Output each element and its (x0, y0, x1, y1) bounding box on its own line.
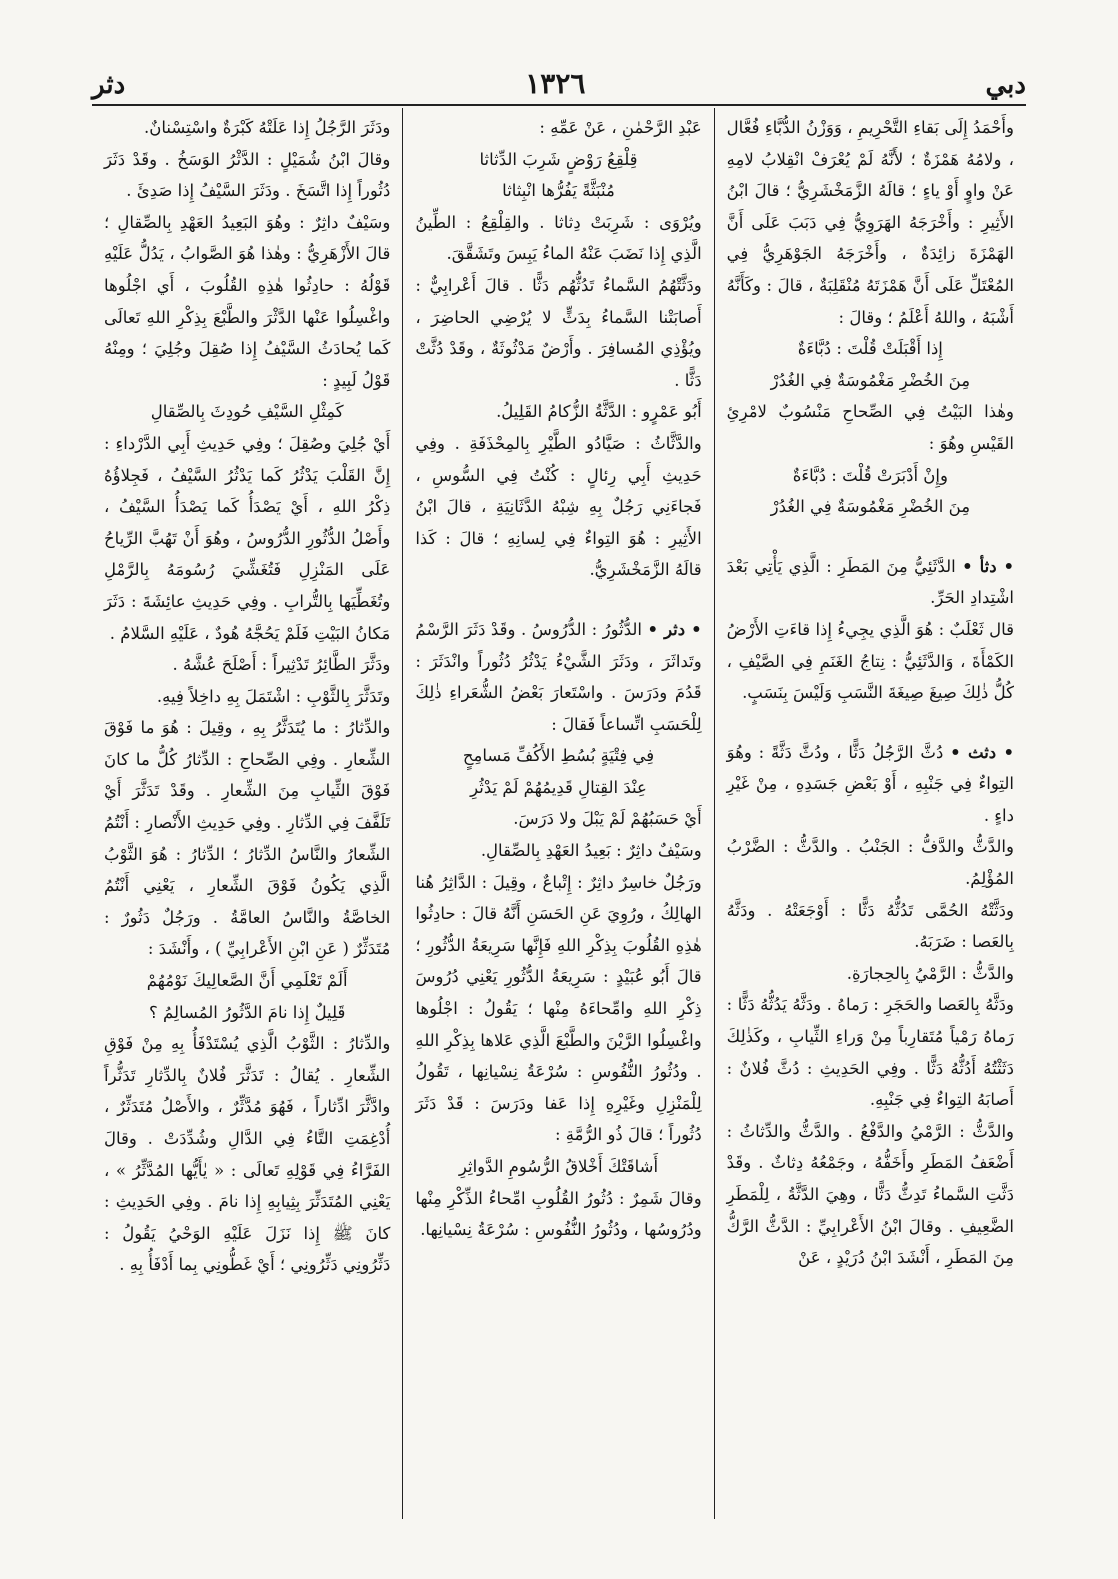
page-header (92, 58, 1026, 106)
verse-line: إِذا أَقْبَلَتْ قُلْتَ : دُبَّاءَةٌ (797, 339, 943, 359)
verse-line: مِنَ الخُضْرِ مَغْمُوسَةٌ فِي الغُدُرْ (770, 497, 971, 517)
text-paragraph: وقالَ شَمِرٌ : دُثُورُ القُلُوبِ امِّحاءُ الذِّكْرِ مِنْها ودُرُوسُها ، ودُثُورُ النُّفُوسِ : سُرْعَةُ نِسْيانِها. (415, 1188, 702, 1240)
text-paragraph: قال ثَعْلَبٌ : هُوَ الَّذِي يجِيءُ إِذا قاءَتِ الأَرْضُ الكَمْأَةَ ، وَالدَّثَئِيُّ : نِتاجُ الغَنَمِ فِي الصَّيْفِ ، كُلُّ ذٰلِكَ صِيغَ صِيغَةَ النَّسَبِ وَلَيْسَ بِنَسَبٍ. (726, 619, 1014, 703)
text-paragraph: والدَّثُّ والدَّفُّ : الجَنْبُ . والدَّثُّ : الضَّرْبُ المُؤْلِمُ. (726, 837, 1014, 889)
verse-line: أَلَمْ تَعْلَمِي أَنَّ الصَّعالِيكَ نَوْمُهُمْ (146, 971, 348, 991)
column-left (92, 108, 403, 1519)
text-paragraph: والدَّثُّ : الرَّمْيُ بِالحِجارَةِ. (846, 963, 1014, 983)
verse-line: فِي فِتْيَةٍ بُسُطِ الأَكُفِّ مَسامِحٍ (462, 746, 655, 766)
text-paragraph: وسَيْفٌ داثِرٌ : وهُوَ البَعِيدُ العَهْدِ بِالصِّقالِ ؛ قالَ الأَزْهَرِيُّ : وهٰذا هُوَ الصَّوابُ ، يَدُلُّ عَلَيْهِ قَوْلُهُ : حادِثُوا هٰذِهِ القُلُوبَ ، أَي اجْلُوها واغْسِلُوا عَنْها الدَّثْرَ والطَّبْعَ بِذِكْرِ اللهِ تَعالَى كَما يُحادَثُ السَّيْفُ إِذا صُقِلَ وجُلِيَ ؛ ومِنْهُ قَوْلُ لَبِيدٍ : (104, 212, 391, 390)
entry-paragraph (727, 737, 1014, 832)
page-number: ١٣٢٦ (525, 67, 586, 100)
column-middle (403, 108, 714, 1519)
text-paragraph: وتَدَثَّرَ بِالثَّوْبِ : اشْتَمَلَ بِهِ داخِلاً فِيهِ. (156, 686, 391, 706)
text-paragraph: عَبْدِ الرَّحْمٰنِ ، عَنْ عَمِّهِ : (539, 118, 702, 137)
verse-line: كَمِثْلِ السَّيْفِ حُودِثَ بِالصِّقالِ (150, 402, 344, 422)
text-paragraph: ودَثَّتْهُمُ السَّماءُ تَدُثُّهُم دَثًّا . قالَ أَعْرابِيٌّ : أَصابَتْنا السَّماءُ بِدَثٍّ لا يُرْضِي الحاضِرَ ، ويُؤْذِي المُسافِرَ . وأَرْضٌ مَدْثُوثَةٌ ، وقَدْ دُثَّتْ دَثًّا . (415, 275, 702, 390)
column-right (715, 108, 1026, 1519)
spacer (727, 709, 1014, 737)
text-paragraph: والدَّثَّاثُ : صَيَّادُو الطَّيْرِ بِالمِحْذَفَةِ . وفِي حَدِيثِ أَبِي رِئالٍ : كُنْتُ فِي السُّوسِ ، فَجاءَنِي رَجُلٌ بِهِ شِبْهُ الدَّثَانِيَةِ ، قالَ ابْنُ الأَثِيرِ : هُوَ التِواءٌ فِي لِسانِهِ ؛ قالَ : كَذا قالَهُ الزَّمَخْشَرِيُّ. (415, 433, 702, 580)
text-paragraph: ودَثَرَ الرَّجُلُ إِذا عَلَتْهُ كَبْرَةٌ واسْتِسْنانٌ. (144, 118, 391, 137)
text-paragraph: ودَثَّهُ بِالعَصا والحَجَرِ : رَماهُ . ودَثَّهُ يَدُثُّهُ دَثًّا : رَماهُ رَمْياً مُتَقارِباً مِنْ وَراءِ الثِّيابِ ، وكَذٰلِكَ دَثَثْتُهُ أَدُثُّهُ دَثًّا . وفِي الحَدِيثِ : دُثَّ فُلانٌ : أَصابَهُ التِواءٌ فِي جَنْبِهِ. (726, 995, 1014, 1110)
text-columns (92, 108, 1026, 1519)
text-paragraph: ورَجُلٌ خاسِرٌ داثِرٌ : إِتْباعٌ ، وقِيلَ : الدَّاثِرُ هُنا الهالِكُ ، ورُوِيَ عَنِ الحَسَنِ أَنَّهُ قالَ : حادِثُوا هٰذِهِ القُلُوبَ بِذِكْرِ اللهِ فَإِنَّها سَرِيعَةُ الدُّثُورِ ؛ قالَ أَبُو عُبَيْدٍ : سَرِيعَةُ الدُّثُورِ يَعْنِي دُرُوسَ ذِكْرِ اللهِ وامِّحاءَهُ مِنْها ؛ يَقُولُ : اجْلُوها واغْسِلُوا الرَّيْنَ والطَّبْعَ الَّذِي عَلاها بِذِكْرِ اللهِ . ودُثُورُ النُّفُوسِ : سُرْعَةُ نِسْيانِها ، تَقُولُ لِلْمَنْزِلِ وغَيْرِهِ إِذا عَفا ودَرَسَ : قَدْ دَثَرَ دُثُوراً ؛ قالَ ذُو الرُّمَّةِ : (415, 872, 702, 1145)
text-paragraph: أَيْ حَسَبُهُمْ لَمْ يَبْلَ ولا دَرَسَ. (513, 809, 702, 829)
text-paragraph: أَبُو عَمْرٍو : الدَّثَّةُ الزُّكامُ القَلِيلُ. (496, 402, 702, 422)
text-paragraph: وأَحْمَدُ إِلَى بَقاءِ التَّحْرِيمِ ، وَوَزْنُ الدُّبَّاءِ فُعَّال ، ولامُهُ هَمْزَةٌ ؛ لأَنَّهُ لَمْ يُعْرَفْ انْقِلابُ لامِهِ عَنْ واوٍ أَوْ ياءٍ ؛ قالَهُ الزَّمَخْشَرِيُّ ؛ قالَ ابْنُ الأَثِيرِ : وأَخْرَجَهُ الهَرَوِيُّ فِي دَبَبَ عَلَى أَنَّ الهَمْزَةَ زائِدَةٌ ، وأَخْرَجَهُ الجَوْهَرِيُّ فِي المُعْتَلِّ عَلَى أَنَّ هَمْزَتَهُ مُنْقَلِبَةٌ ، قالَ : وكَأَنَّهُ أَشْبَهُ ، واللهُ أَعْلَمُ ؛ وقالَ : (726, 118, 1014, 327)
text-paragraph: وهٰذا البَيْتُ فِي الصِّحاحِ مَنْسُوبٌ لامْرِئِ القَيْسِ وهُوَ : (726, 402, 1014, 453)
verse-line: قِلْقِعُ رَوْضٍ شَرِبَ الدِّثاثا (479, 149, 638, 169)
spacer (727, 523, 1014, 551)
verse-line: مُنْبَثَّةً يَفُرُّها انْبِثاثا (502, 181, 615, 201)
entry-headword: • دثأ • (962, 556, 1014, 576)
text-paragraph: والدِّثارُ : الثَّوْبُ الَّذِي يُسْتَدْفَأُ بِهِ مِنْ فَوْقِ الشِّعارِ . يُقالُ : تَدَثَّرَ فُلانٌ بِالدِّثارِ تَدَثُّراً وادَّثَّرَ ادِّثاراً ، فَهُوَ مُدَّثِّرٌ ، والأَصْلُ مُتَدَثِّرٌ ، أُدْغِمَتِ التَّاءُ فِي الدَّالِ وشُدِّدَتْ . وقالَ الفَرَّاءُ فِي قَوْلِهِ تَعالَى : « يٰأَيُّها المُدَّثِّرُ » ، يَعْنِي المُتَدَثِّرَ بِثِيابِهِ إِذا نامَ . وفِي الحَدِيثِ : كانَ ﷺ إِذا نَزَلَ عَلَيْهِ الوَحْيُ يَقُولُ : دَثِّرُونِي دَثِّرُونِي ؛ أَيْ غَطُّونِي بِما أَدْفَأُ بِهِ . (104, 1034, 391, 1275)
verse-line: قَلِيلٌ إِذا نامَ الدَّثُورُ المُسالِمُ ؟ (148, 1002, 346, 1022)
text-paragraph: والدِّثارُ : ما يُتَدَثَّرُ بِهِ ، وقِيلَ : هُوَ ما فَوْقَ الشِّعارِ . وفِي الصِّحاحِ : الدِّثارُ كُلُّ ما كانَ فَوْقَ الثِّيابِ مِنَ الشِّعارِ . وقَدْ تَدَثَّرَ أَيْ تَلَفَّفَ فِي الدِّثارِ . وفِي حَدِيثِ الأَنْصارِ : أَنْتُمُ الشِّعارُ والنَّاسُ الدِّثارُ ؛ الدِّثارُ : هُوَ الثَّوْبُ الَّذِي يَكُونُ فَوْقَ الشِّعارِ ، يَعْنِي أَنْتُمُ الخاصَّةُ والنَّاسُ العامَّةُ . ورَجُلٌ دَثُورٌ : مُتَدَثِّرٌ ( عَنِ ابْنِ الأَعْرابِيِّ ) ، وأَنْشَدَ : (104, 718, 391, 959)
entry-text: دُثَّ الرَّجُلُ دَثًّا ، ودُثَّ دَثَّةً : وهُوَ التِواءٌ فِي جَنْبِهِ ، أَوْ بَعْضِ جَسَدِهِ ، مِنْ غَيْرِ داءٍ . (726, 742, 1014, 825)
text-paragraph: ودَثَّرَ الطَّائِرُ تَدْثِيراً : أَصْلَحَ عُشَّهُ . (172, 655, 391, 675)
verse-line: مِنَ الخُضْرِ مَغْمُوسَةٌ فِي الغُدُرْ (770, 370, 971, 390)
text-paragraph: ودَثَّتْهُ الحُمَّى تَدُثُّهُ دَثًّا : أَوْجَعَتْهُ . ودَثَّهُ بِالعَصا : ضَرَبَهُ. (726, 900, 1014, 952)
spacer (415, 586, 701, 614)
entry-text: الدَّثَئِيُّ مِنَ المَطَرِ : الَّذِي يَأْتِي بَعْدَ اشْتِدادِ الحَرِّ. (726, 556, 1014, 608)
text-paragraph: أَيْ جُلِيَ وصُقِلَ ؛ وفِي حَدِيثِ أَبِي الدَّرْداءِ : إِنَّ القَلْبَ يَدْثُرُ كَما يَدْثُرُ السَّيْفُ ، فَجِلاؤُهُ ذِكْرُ اللهِ ، أَيْ يَصْدَأُ كَما يَصْدَأُ السَّيْفُ ، وأَصْلُ الدُّثُورِ الدُّرُوسُ ، وهُوَ أَنْ تَهُبَّ الرِّياحُ عَلَى المَنْزِلِ فَتُغَشِّيَ رُسُومَهُ بِالرَّمْلِ وتُغَطِّيَها بِالتُّرابِ . وفِي حَدِيثِ عائِشَةَ : دَثَرَ مَكانُ البَيْتِ فَلَمْ يَحُجَّهُ هُودٌ ، عَلَيْهِ السَّلامُ . (104, 433, 391, 643)
verse-line: وإِنْ أَدْبَرَتْ قُلْتَ : دُبَّاءَةٌ (792, 465, 948, 485)
verse-line: عِنْدَ القِتالِ قَدِيمُهُمْ لَمْ يَدْثُرِ (470, 777, 647, 797)
entry-headword: • دثث • (950, 742, 1014, 762)
header-left-word: دثر (92, 70, 126, 100)
entry-paragraph (415, 614, 701, 740)
text-paragraph: وسَيْفٌ داثِرٌ : بَعِيدُ العَهْدِ بِالصِّقالِ. (480, 841, 702, 861)
entry-headword: • دثر • (647, 619, 702, 639)
text-paragraph: وقالَ ابْنُ شُمَيْلٍ : الدَّثْرُ الوَسَخُ . وقَدْ دَثَرَ دُثُوراً إِذا اتَّسَخَ . ودَثَرَ السَّيْفُ إِذا صَدِئَ . (104, 149, 391, 201)
text-paragraph: والدَّثُّ : الرَّمْيُ والدَّفْعُ . والدَّثُّ والدِّثاثُ : أَضْعَفُ المَطَرِ وأَخَفُّهُ ، وجَمْعُهُ دِثاثٌ . وقَدْ دَثَّتِ السَّماءُ تَدِثُّ دَثًّا ، وهِيَ الدَّثَّةُ ، لِلْمَطَرِ الضَّعِيفِ . وقالَ ابْنُ الأَعْرابِيِّ : الدَّثُّ الرَّكُّ مِنَ المَطَرِ ، أَنْشَدَ ابْنُ دُرَيْدٍ ، عَنْ (726, 1121, 1014, 1268)
entry-text: الدُّثُورُ : الدُّرُوسُ . وقَدْ دَثَرَ الرَّسْمُ وتَداثَرَ ، ودَثَرَ الشَّيْءُ يَدْثُرُ دُثُوراً وانْدَثَرَ : قَدُمَ ودَرَسَ . واسْتَعارَ بَعْضُ الشُّعَراءِ ذٰلِكَ لِلْحَسَبِ اتِّساعاً فَقالَ : (415, 619, 702, 734)
text-paragraph: ويُرْوَى : شَرِبَتْ دِثاثا . والقِلْقِعُ : الطِّينُ الَّذِي إِذا نَضَبَ عَنْهُ الماءُ يَبِسَ وتَشَقَّقَ. (415, 212, 702, 264)
header-right-word: دبي (985, 70, 1026, 100)
verse-line: أَشاقَتْكَ أَخْلاقُ الرُّسُومِ الدَّواثِرِ (458, 1157, 659, 1176)
entry-paragraph (727, 551, 1014, 614)
